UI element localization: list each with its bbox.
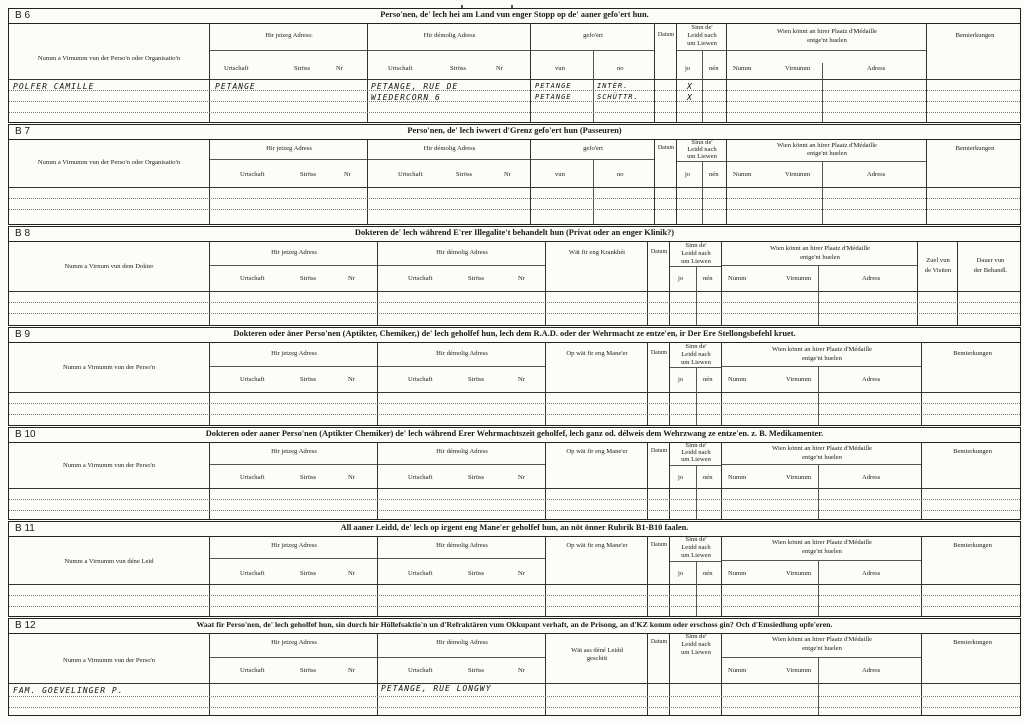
section-title: Waat fir Perso'nen, de' lech geholfef hun, sin durch hir Höllefsaktio'n un d'Refraktären vum Okkupant verhaft, an de Prisong, an d'KZ komm oder erschoss gin? Och d'Emsiedlung opfe'eren. xyxy=(196,620,833,629)
column-headers: Numm a Virnumm vun der Perso'n Hir jetzeg Adress Urtschaft Ströss Nr Hir démolig Adress Urtschaft Ströss Nr Wät ass déné Leidd geschitt Datum Sinn de' Leidd nach um Liewen Wien könnt an hirer Plaatz d'Médaille entge'nt huelen Numm Virnumm Adress Bemierkungen xyxy=(9,633,1020,683)
column-headers: Numm a Virnumm vun déne Leid Hir jetzeg Adress Urtschaft Ströss Nr Hir démolig Adress Urtschaft Ströss Nr Op wät fir eng Mane'er Datum Sinn de' Leidd nach um Liewen jo nén Wien könnt an hirer Plaatz d'Médaille entge'nt huelen Numm Virnumm Adress Bemierkungen xyxy=(9,536,1020,584)
current-address-header: Hir jetzeg Adress: xyxy=(265,32,313,39)
section-id: B 10 xyxy=(15,429,36,440)
entry-rows xyxy=(9,488,1020,519)
entry-from-1: PETANGE xyxy=(535,82,572,90)
entry-former-address: PETANGE, RUE LONGWY xyxy=(381,684,492,693)
section-id: B 12 xyxy=(15,620,36,631)
what-happened-header: Wät ass déné Leidd xyxy=(571,647,623,654)
column-headers: Numm a Virnumm vun der Perso'n Hir jetzeg Adress Urtschaft Ströss Nr Hir démolig Adress Urtschaft Ströss Nr Op wät fir eng Mane'er Datum Sinn de' Leidd nach um Liewen jo nén Wien könnt an hirer Plaatz d'Médaille entge'nt huelen Numm Virnumm Adress Bemierkungen xyxy=(9,342,1020,392)
name-column-header: Numm a Virnumm vun der Perso'n xyxy=(62,364,156,371)
section-b12 xyxy=(8,618,1021,716)
section-b10 xyxy=(8,427,1021,520)
entry-rows xyxy=(9,79,1020,122)
entry-to-2: SCHÜTTR. xyxy=(597,93,639,101)
section-b8 xyxy=(8,226,1021,326)
entry-former-address-line2: WIEDERCORN 6 xyxy=(371,93,441,102)
illness-header: Wät fir eng Krankhét xyxy=(568,249,626,256)
former-address-header: Hir démolig Adress xyxy=(423,32,476,39)
section-id: B 11 xyxy=(15,523,35,534)
section-b6 xyxy=(8,8,1021,123)
column-headers: Numm a Virnum vun dem Dokter Hir jetzeg Adress Urtschaft Ströss Nr Hir démolig Adress Urtschaft Ströss Nr Wät fir eng Krankhét Datum Sinn de' Leidd nach um Liewen jo nén Wien könnt an hirer Plaatz d'Médaille entge'nt huelen Numm Virnumm Adress Zuel vun de Visiten Dauer vun der Behandl. xyxy=(9,241,1020,291)
entry-to-1: INTÉR. xyxy=(597,82,629,90)
entry-rows xyxy=(9,291,1020,325)
section-title: Perso'nen, de' lech hei am Land vun enger Stopp op de' aaner gefo'ert hun. xyxy=(380,10,649,19)
entry-rows xyxy=(9,392,1020,425)
name-column-header: Numm a Virnumm vun der Perso'n oder Organisatio'n xyxy=(37,55,181,62)
name-column-header: Numm a Virnumm vun der Perso'n xyxy=(62,462,156,469)
section-title: Dokteren oder aaner Perso'nen (Aptikter Chemiker) de' lech während Erer Wehrmachtszeit geholfef, lech ganz od. délweis dem Wehrzwang ze entze'en. z. B. Medikamenter. xyxy=(205,429,824,438)
section-title: Perso'nen, de' lech iwwert d'Grenz gefo'ert hun (Passeuren) xyxy=(407,126,622,135)
entry-rows xyxy=(9,683,1020,715)
entry-rows xyxy=(9,584,1020,616)
section-id: B 7 xyxy=(15,126,31,137)
name-column-header: Numm a Virnumm vun der Perso'n oder Organisatio'n xyxy=(37,159,181,166)
transported-header: gefo'ert xyxy=(583,32,603,39)
manner-header: Op wät fir eng Mane'er xyxy=(566,350,628,357)
section-b11 xyxy=(8,521,1021,617)
section-id: B 9 xyxy=(15,329,31,340)
entry-yes-mark-1: X xyxy=(687,82,693,91)
entry-current-address: PETANGE xyxy=(215,82,256,91)
section-title: Dokteren de' lech während E'rer Illegalite't behandelt hun (Privat oder an enger Klinik?) xyxy=(354,228,675,237)
manner-header: Op wät fir eng Mane'er xyxy=(566,448,628,455)
entry-former-address: PETANGE, RUE DE xyxy=(371,82,459,91)
duration-header: Dauer vun xyxy=(976,257,1005,264)
column-headers: Numm a Virnumm vun der Perso'n oder Organisatio'n Hir jetzeg Adress: Urtschaft Ströss Nr Hir démolig Adress Urtschaft Ströss Nr gefo'ert vun no Datum Sinn de' Leidd nach um Liewen jo nén Wien könnt an hirer Plaatz d'Médaille entge'nt huelen Numm Virnumm Adress Bemierkungen xyxy=(9,23,1020,79)
date-header: Datum xyxy=(657,32,675,38)
manner-header: Op wät fir eng Mane'er xyxy=(566,542,628,549)
section-title: All aaner Leidd, de' lech op irgent eng Mane'er geholfef hun, an nöt önner Rubrik B1-B10 faalen. xyxy=(340,523,689,532)
entry-rows xyxy=(9,187,1020,224)
section-b7 xyxy=(8,124,1021,225)
remarks-header: Bemierkungen xyxy=(955,32,995,39)
entry-from-2: PETANGE xyxy=(535,93,572,101)
name-column-header: Numm a Virnumm vun déne Leid xyxy=(64,558,154,565)
entry-name: POLFER CAMILLE xyxy=(13,82,95,91)
section-id: B 8 xyxy=(15,228,31,239)
entry-name: FAM. GOEVELINGER P. xyxy=(13,686,124,695)
name-column-header: Numm a Virnumm vun der Perso'n xyxy=(62,657,156,664)
visits-header: Zuel vun xyxy=(926,257,950,264)
column-headers: Numm a Virnumm vun der Perso'n oder Organisatio'n Hir jetzeg Adress Urtschaft Ströss Nr Hir démolig Adress Urtschaft Ströss Nr gefo'ert vun no Datum Sinn de' Leidd nach um Liewen jo nén Wien könnt an hirer Plaatz d'Médaille entge'nt huelen Numm Virnumm Adress Bemierkungen xyxy=(9,139,1020,187)
section-title: Dokteren oder äner Perso'nen (Aptikter, Chemiker,) de' lech geholfef hun, lech dem R.A.D. oder der Wehrmacht ze entze'en, ir Der Ere Stellongsbefehl kruet. xyxy=(233,329,796,338)
top-stamp-mark xyxy=(452,0,522,8)
section-b9 xyxy=(8,327,1021,426)
column-headers: Numm a Virnumm vun der Perso'n Hir jetzeg Adress Urtschaft Ströss Nr Hir démolig Adress Urtschaft Ströss Nr Op wät fir eng Mane'er Datum Sinn de' Leidd nach um Liewen jo nén Wien könnt an hirer Plaatz d'Médaille entge'nt huelen Numm Virnumm Adress Bemierkungen xyxy=(9,442,1020,488)
entry-yes-mark-2: X xyxy=(687,93,693,102)
doctor-name-header: Numm a Virnum vun dem Dokter xyxy=(64,263,154,270)
section-id: B 6 xyxy=(15,10,31,21)
